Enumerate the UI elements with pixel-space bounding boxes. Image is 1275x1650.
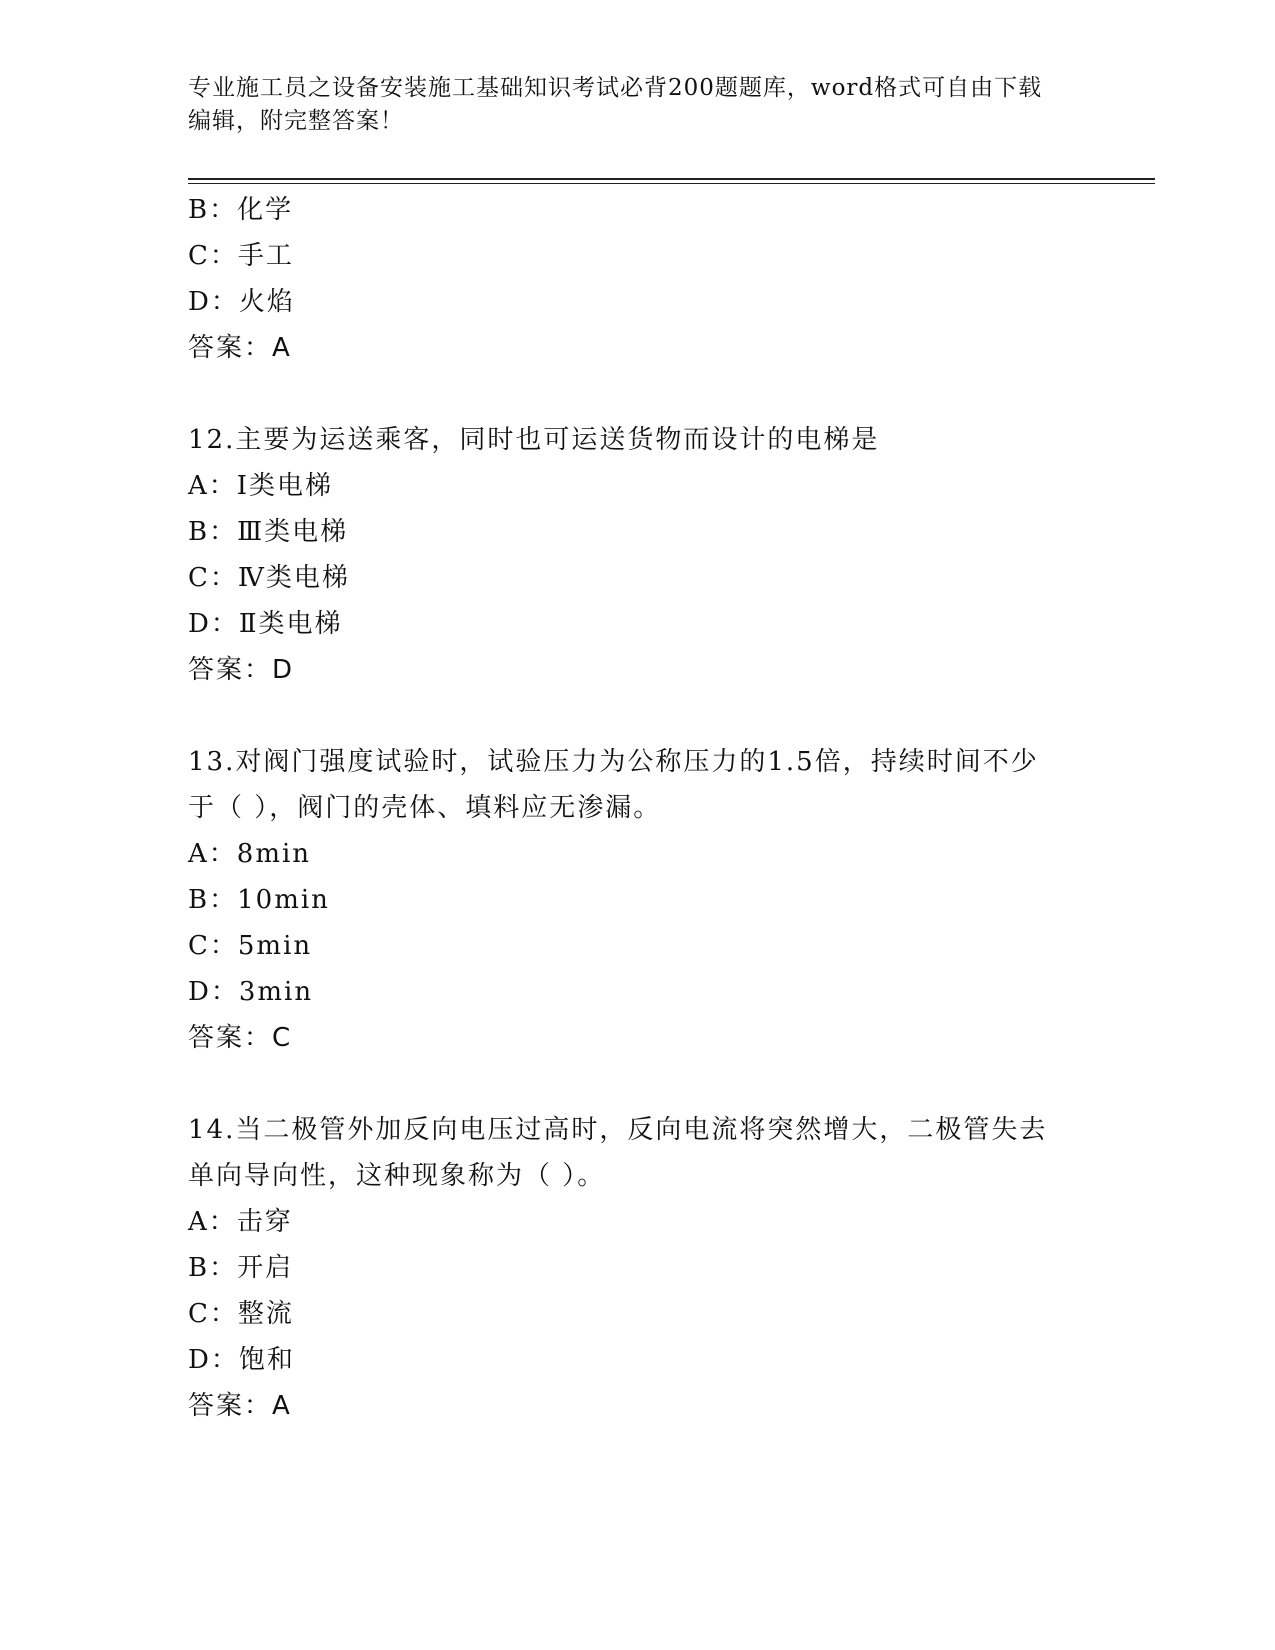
- answer-line: 答案：A: [188, 333, 292, 363]
- option-d: D：3min: [188, 977, 314, 1007]
- option-d: D：Ⅱ类电梯: [188, 609, 343, 639]
- header-divider-thin: [188, 183, 1155, 184]
- option-b: B：Ⅲ类电梯: [188, 517, 349, 547]
- question-13: [188, 739, 1088, 1061]
- option-a: A：8min: [188, 839, 312, 869]
- option-b: B：化学: [188, 195, 294, 225]
- question-text-line-2: 于（ ），阀门的壳体、填料应无渗漏。: [188, 793, 662, 823]
- answer-line: 答案：A: [188, 1391, 292, 1421]
- option-b: B：开启: [188, 1253, 294, 1283]
- option-c: C：手工: [188, 241, 294, 271]
- option-c: C：Ⅳ类电梯: [188, 563, 350, 593]
- question-text: 12.主要为运送乘客，同时也可运送货物而设计的电梯是: [188, 425, 880, 455]
- question-text-line-1: 14.当二极管外加反向电压过高时，反向电流将突然增大，二极管失去: [188, 1115, 1048, 1145]
- question-14: [188, 1107, 1088, 1429]
- question-list: [188, 187, 1088, 1429]
- option-c: C：整流: [188, 1299, 294, 1329]
- option-a: A：Ⅰ类电梯: [188, 471, 334, 501]
- answer-line: 答案：C: [188, 1023, 293, 1053]
- option-a: A：击穿: [188, 1207, 293, 1237]
- question-11-partial: [188, 187, 1088, 371]
- header-line-1: 专业施工员之设备安装施工基础知识考试必背200题题库，word格式可自由下载: [188, 75, 1043, 101]
- question-12: [188, 417, 1088, 693]
- option-d: D：饱和: [188, 1345, 295, 1375]
- answer-line: 答案：D: [188, 655, 295, 685]
- question-text-line-1: 13.对阀门强度试验时，试验压力为公称压力的1.5倍，持续时间不少: [188, 747, 1039, 777]
- header-divider-thick: [188, 178, 1155, 180]
- option-b: B：10min: [188, 885, 330, 915]
- header-line-2: 编辑，附完整答案！: [188, 108, 404, 134]
- option-c: C：5min: [188, 931, 313, 961]
- document-header: [188, 72, 1088, 138]
- question-text-line-2: 单向导向性，这种现象称为（ ）。: [188, 1161, 606, 1191]
- option-d: D：火焰: [188, 287, 295, 317]
